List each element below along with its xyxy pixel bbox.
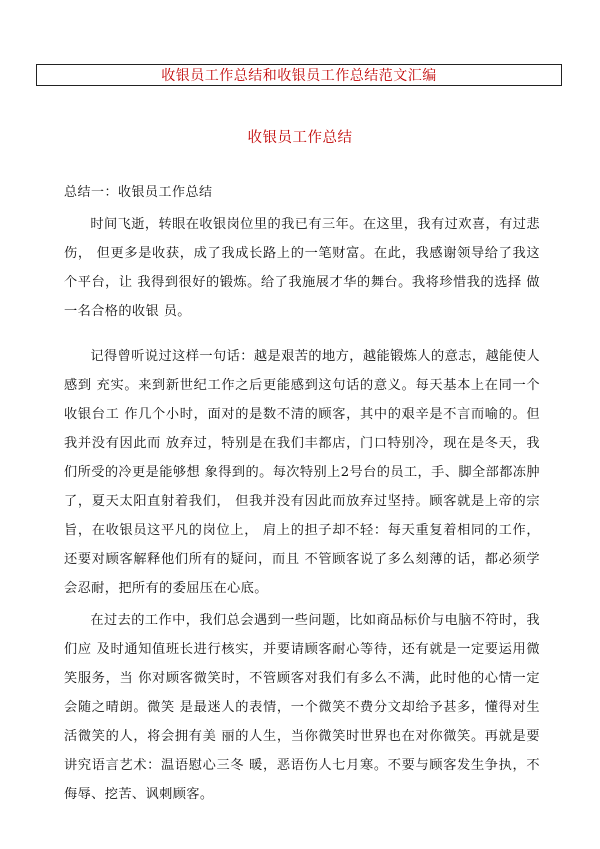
section-subheading: 总结一：收银员工作总结 (64, 185, 213, 200)
document-heading: 收银员工作总结 (247, 130, 353, 146)
banner-title: 收银员工作总结和收银员工作总结范文汇编 (161, 68, 437, 84)
paragraph-3: 在过去的工作中，我们总会遇到一些问题，比如商品标价与电脑不符时，我们应 及时通知值班长进行核实，并要请顾客耐心等待，还有就是一定要运用微笑服务，当 你对顾客微笑时，不管顾客对我们有多么不满，此时他的心情一定会随之晴朗。微笑 是最迷人的表情，一个微笑不费分文却给予甚多，懂得对生活微笑的人，将会拥有美 丽的人生，当你微笑时世界也在对你微笑。再就是要讲究语言艺术：温语慰心三冬 暖，恶语伤人七月寒。不要与顾客发生争执，不侮辱、挖苦、讽刺顾客。 (64, 613, 540, 802)
banner-title-box (36, 64, 562, 86)
paragraph-2: 记得曾听说过这样一句话：越是艰苦的地方，越能锻炼人的意志，越能使人感到 充实。来到新世纪工作之后更能感到这句话的意义。每天基本上在同一个收银台工 作几个小时，面对的是数不清的顾客，其中的艰辛是不言而喻的。但我并没有因此而 放弃过，特别是在我们丰都店，门口特别冷，现在是冬天，我们所受的冷更是能够想 象得到的。每次特别上2号台的员工，手、脚全部都冻肿了，夏天太阳直射着我们， 但我并没有因此而放弃过坚持。顾客就是上帝的宗旨，在收银员这平凡的岗位上， 肩上的担子却不轻：每天重复着相同的工作，还要对顾客解释他们所有的疑问，而且 不管顾客说了多么刻薄的话，都必须学会忍耐，把所有的委屈压在心底。 (64, 349, 540, 596)
paragraph-1: 时间飞逝，转眼在收银岗位里的我已有三年。在这里，我有过欢喜，有过悲伤， 但更多是收获，成了我成长路上的一笔财富。在此，我感谢领导给了我这个平台，让 我得到很好的锻炼。给了我施展才华的舞台。我将珍惜我的选择 做一名合格的收银 员。 (64, 217, 540, 319)
